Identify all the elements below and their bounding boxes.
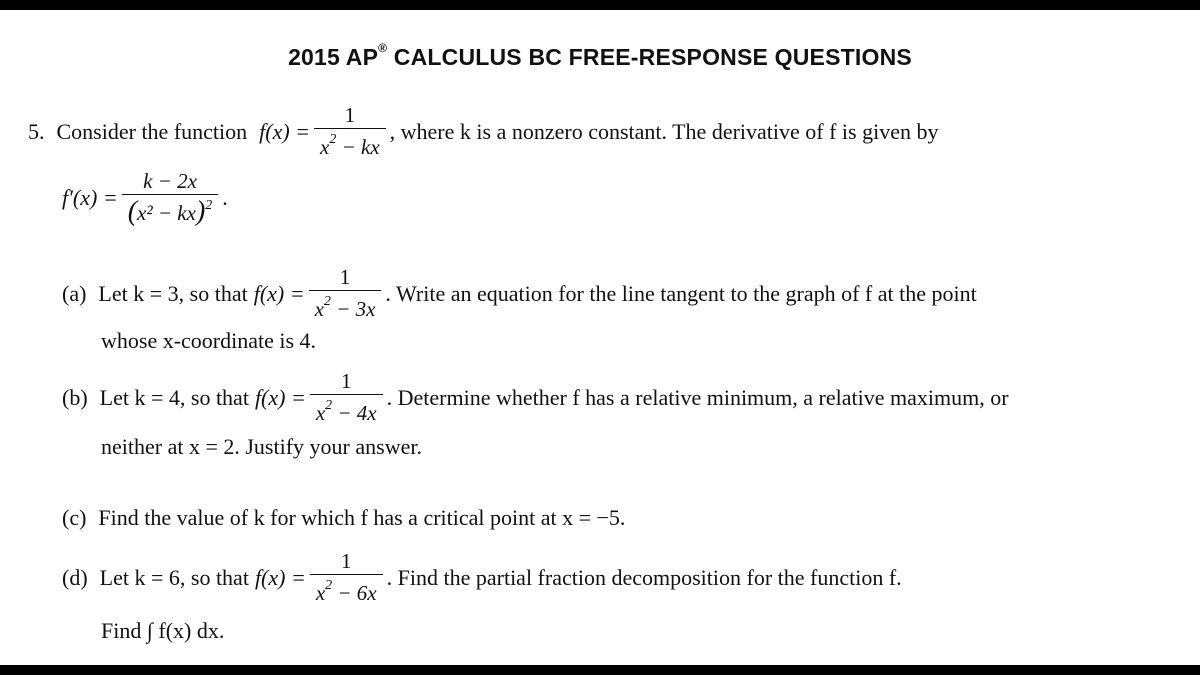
part-d-line-2	[101, 618, 224, 644]
registered-mark: ®	[378, 41, 388, 56]
part-a-line-2	[101, 328, 316, 354]
derivative-period: .	[222, 184, 228, 210]
bottom-black-bar	[0, 665, 1200, 675]
part-a-text: Let k = 3, so that	[98, 280, 248, 306]
part-b-text-2: . Determine whether f has a relative minimum, a relative maximum, or	[386, 384, 1009, 410]
top-black-bar	[0, 0, 1200, 10]
fraction-numerator: 1	[344, 103, 356, 127]
part-a-label: (a)	[62, 280, 87, 306]
question-number: 5.	[28, 118, 45, 144]
part-d-continuation: Find ∫ f(x) dx.	[101, 618, 225, 643]
fraction-denominator: $x^2$ − kx	[314, 128, 386, 161]
part-d-text-2: . Find the partial fraction decomposition for the function f.	[386, 564, 902, 590]
question-intro-after: , where k is a nonzero constant. The derivative of f is given by	[389, 118, 939, 144]
part-b-line-2	[101, 434, 422, 460]
page-header	[0, 41, 1200, 71]
derivative-fraction	[122, 168, 219, 227]
part-d-text: Let k = 6, so that	[99, 564, 249, 590]
part-b-text: Let k = 4, so that	[99, 384, 249, 410]
part-c-text: Find the value of k for which f has a critical point at x = −5.	[98, 505, 626, 530]
part-b-fraction: $\frac{1}{x^2 - 4x}$	[310, 368, 383, 427]
derivative-denominator: (x² − kx)$^2$	[122, 194, 219, 227]
function-fraction	[314, 102, 386, 161]
part-d-line-1	[62, 548, 902, 607]
part-d-fraction: $\frac{1}{x^2 - 6x}$	[310, 548, 383, 607]
part-d-label: (d)	[62, 564, 88, 590]
part-b-label: (b)	[62, 384, 88, 410]
part-c-line	[62, 505, 625, 531]
part-a-fraction: $\frac{1}{x^2 - 3x}$	[309, 264, 382, 323]
question-intro-text: Consider the function	[56, 118, 248, 144]
part-b-line-1	[62, 368, 1009, 427]
derivative-line	[62, 168, 228, 227]
part-b-continuation: neither at x = 2. Justify your answer.	[101, 434, 422, 459]
header-title-rest: CALCULUS BC FREE-RESPONSE QUESTIONS	[387, 44, 912, 70]
derivative-lhs: f′(x) =	[62, 184, 118, 210]
part-a-fx: f(x) =	[253, 280, 305, 306]
part-c-label: (c)	[62, 505, 87, 530]
function-lhs: f(x) =	[259, 118, 311, 144]
part-d-fx: f(x) =	[254, 564, 306, 590]
question-5-line	[28, 102, 938, 161]
derivative-numerator: k − 2x	[143, 169, 197, 193]
part-a-continuation: whose x-coordinate is 4.	[101, 328, 317, 353]
part-a-text-2: . Write an equation for the line tangent to the graph of f at the point	[385, 280, 977, 306]
part-a-line-1	[62, 264, 977, 323]
part-b-fx: f(x) =	[254, 384, 306, 410]
header-title: 2015 AP	[288, 44, 379, 70]
